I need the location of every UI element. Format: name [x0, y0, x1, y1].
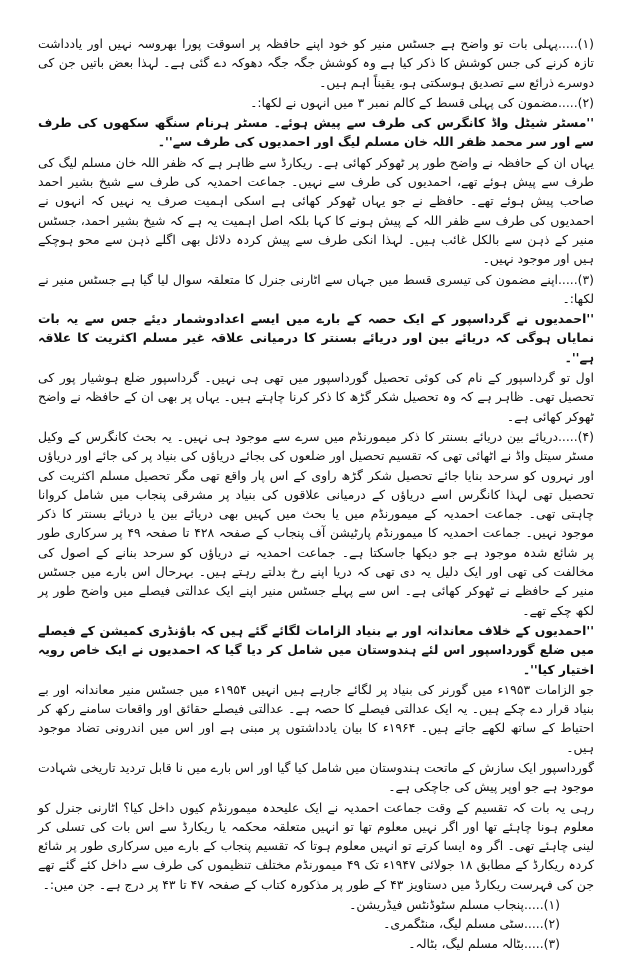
paragraph-point-4: (۴).....دریائے بین دریائے بسنتر کا ذکر میمورنڈم میں سرے سے موجود ہی نہیں۔ یہ بحث کانگرس کے وکیل مسٹر سیتل واڈ نے اٹھائی تھی کہ تقسیم تحصیل اور ضلعوں کی بجائے دریاؤں کی بنیاد پر کی جائے اور دریاؤں اور نہروں کو سرحد بنایا جائے تحصیل شکر گڑھ راوی کے اس پار واقع تھی مگر تحصیل مسلم اکثریت کی تحصیل تھی لہذا کانگرس اسے دریاؤں کے درمیانی علاقوں کی بنیاد پر مشرقی پنجاب میں شامل کروانا چاہتی تھی۔ جماعت احمدیہ کے میمورنڈم میں یا بحث میں کہیں بھی دریائے بین یا دریائے بسنتر کا ذکر موجود نہیں۔ جماعت احمدیہ کا میمورنڈم پارٹیشن آف پنجاب کے صفحہ ۴۲۸ تا صفحہ ۴۹ پر سرکاری طور پر شائع شدہ موجود ہے جو دیکھا جاسکتا ہے۔ جماعت احمدیہ نے دریاؤں کو سرحد بنانے کے اصول کی مخالفت کی تھی اور ایک دلیل یہ دی تھی کہ دریا اپنے رخ بدلتے رہتے ہیں۔ بہرحال اس بارے میں جسٹس منیر کے حافظے نے ٹھوکر کھائی ہے۔ اس سے پہلے جسٹس منیر اپنے ایک عدالتی فیصلے میں واضح طور پر لکھ چکے تھے۔ [38, 428, 594, 618]
paragraph-point-1: (۱).....پہلی بات تو واضح ہے جسٹس منیر کو خود اپنے حافظہ پر اسوقت پورا بھروسہ نہیں اور یادداشت تازہ کرنے کی جس کوشش کا ذکر کیا ہے وہ کوشش جگہ جگہ دھوکہ دے گئی ہے۔ لہذا بعض باتیں جن کی دوسرے ذرائع سے تصدیق ہوسکتی ہو، یقیناً اہم ہیں۔ [38, 36, 594, 90]
paragraph-point-2-intro: (۲).....مضمون کی پہلی قسط کے کالم نمبر ۳ میں انہوں نے لکھا:۔ [250, 94, 594, 110]
list-item: (۳).....بٹالہ مسلم لیگ، بٹالہ۔ [408, 935, 560, 951]
quote-court-judgment: ''احمدیوں کے خلاف معاندانہ اور بے بنیاد الزامات لگائے گئے ہیں کہ باؤنڈری کمیشن کے فیصلے میں ضلع گورداسپور اس لئے ہندوستان میں شامل کر دیا گیا کہ احمدیوں نے ایک خاص رویہ اختیار کیا''۔ [38, 622, 594, 677]
paragraph-point-3-intro: (۳).....اپنے مضمون کی تیسری قسط میں جہاں سے اٹارنی جنرل کا متعلقہ سوال لیا گیا ہے جسٹس منیر نے لکھا:۔ [38, 271, 594, 306]
paragraph-memorandum-count: رہی یہ بات کہ تقسیم کے وقت جماعت احمدیہ نے ایک علیحدہ میمورنڈم کیوں داخل کیا؟ اٹارنی جنرل کو معلوم ہونا چاہئے تھا اور اگر نہیں معلوم تھا تو انہیں متعلقہ محکمہ یا ریکارڈ سے اس بات کی تسلی کر لینی چاہئے تھی۔ اگر وہ ایسا کرتے تو انہیں معلوم ہوتا کہ تقسیم پنجاب کے بارے میں سرکاری طور پر شائع کردہ ریکارڈ کے مطابق ۱۸ جولائی ۱۹۴۷ء تک ۴۹ میمورنڈم مختلف تنظیموں کی طرف سے داخل کئے گئے تھے جن کی فہرست ریکارڈ میں دستاویز ۴۳ کے طور پر مذکورہ کتاب کے صفحہ ۴۷ تا ۴۳ پر درج ہے۔ جن میں:۔ [38, 799, 595, 892]
paragraph-shakargarh: اول تو گرداسپور کے نام کی کوئی تحصیل گورداسپور میں تھی ہی نہیں۔ گرداسپور ضلع ہوشیار پور کی تحصیل تھی۔ ظاہر ہے کہ وہ تحصیل شکر گڑھ کا ذکر کرنا چاہتے ہیں۔ یہاں پر بھی ان کے حافظہ نے واضح ٹھوکر کھائی ہے۔ [38, 370, 594, 424]
list-item: (۲).....سٹی مسلم لیگ، منٹگمری۔ [383, 916, 560, 932]
paragraph-memory-error: یہاں ان کے حافظہ نے واضح طور پر ٹھوکر کھائی ہے۔ ریکارڈ سے ظاہر ہے کہ ظفر اللہ خان مسلم لیگ کی طرف سے پیش ہوئے تھے، احمدیوں کی طرف سے نہیں۔ جماعت احمدیہ کی طرف سے شیخ بشیر احمد صاحب پیش ہوئے تھے۔ حافظے نے جو یہاں ٹھوکر کھائی ہے اسکی اہمیت صرف یہ نہیں کہ انہوں نے احمدیوں کی طرف سے ظفر اللہ کے پیش ہونے کا کہا بلکہ اصل اہمیت یہ ہے کہ شیخ بشیر احمد، جسٹس منیر کے ذہن سے بالکل غائب ہیں۔ لہذا انکی طرف سے پیش کردہ دلائل بھی اگلے ذہن سے محو ہوچکے ہیں اور موجود نہیں۔ [38, 154, 594, 267]
quote-counsel-list: ''مسٹر شیٹل واڈ کانگرس کی طرف سے پیش ہوئے۔ مسٹر ہرنام سنگھ سکھوں کی طرف سے اور سر محمد ظفر اللہ خان مسلم لیگ اور احمدیوں کی طرف سے''۔ [38, 115, 594, 150]
paragraph-allegations: جو الزامات ۱۹۵۳ء میں گورنر کی بنیاد پر لگائے جارہے ہیں انہیں ۱۹۵۴ء میں جسٹس منیر معاندانہ اور بے بنیاد قرار دے چکے ہیں۔ یہ ایک عدالتی فیصلے کا حصہ ہے۔ عدالتی فیصلے حقائق اور واقعات سامنے رکھ کر احتیاط کے ساتھ لکھے جاتے ہیں۔ ۱۹۶۴ء کا بیان یادداشتوں پر مبنی ہے اور اس میں اندرونی تضاد موجود ہیں۔ [38, 681, 594, 755]
list-item: (۱).....پنجاب مسلم سٹوڈنٹس فیڈریشن۔ [349, 897, 560, 913]
quote-gurdaspur-figures: ''احمدیوں نے گرداسپور کے ایک حصہ کے بارے میں ایسے اعدادوشمار دیئے جس سے یہ بات نمایاں ہوگی کہ دریائے بین اور دریائے بسنتر کا درمیانی علاقہ غیر مسلم اکثریت کا علاقہ ہے''۔ [38, 311, 594, 365]
paragraph-conspiracy: گورداسپور ایک سازش کے ماتحت ہندوستان میں شامل کیا گیا اور اس بارے میں نا قابل تردید تاریخی شہادت موجود ہے جو اوپر پیش کی جاچکی ہے۔ [38, 759, 594, 795]
